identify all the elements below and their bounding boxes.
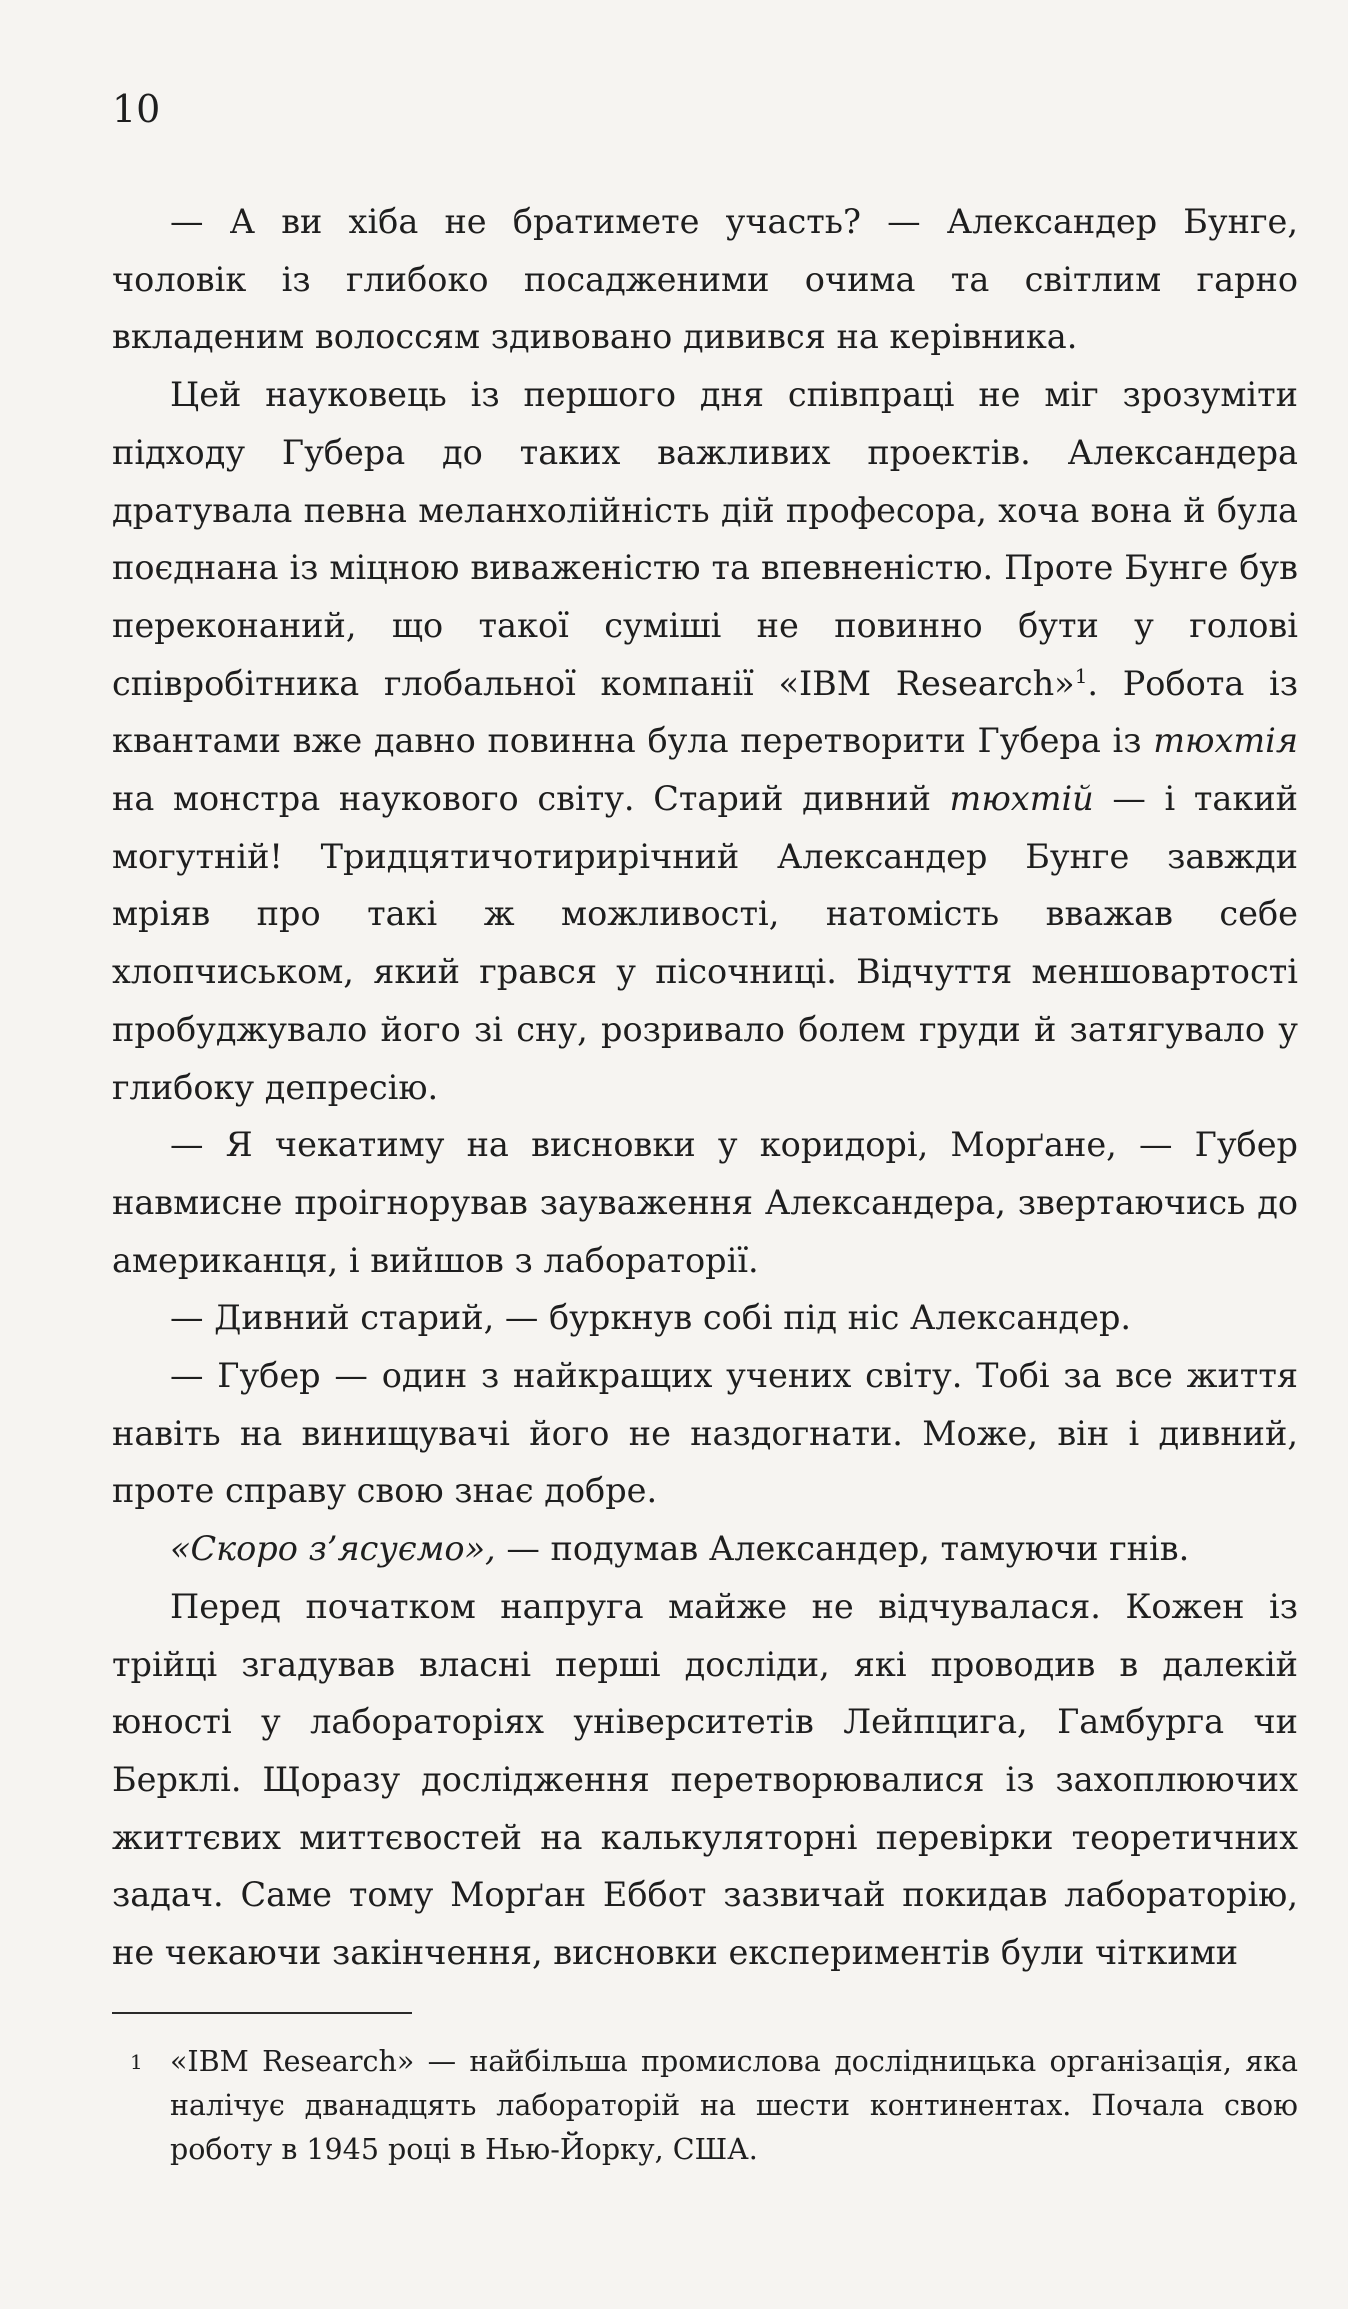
italic-word: тюхтій	[949, 779, 1094, 819]
paragraph: Перед початком напруга майже не відчувалася. Кожен із трійці згадував власні перші досліди, які проводив в далекій юності у лабораторіях університетів Лейпцига, Гамбурга чи Берклі. Щоразу дослідження перетворювалися із захоплюючих життєвих миттєвостей на калькуляторні перевірки теоретичних задач. Саме тому Морґан Еббот зазвичай покидав лабораторію, не чекаючи закінчення, висновки експериментів були чіткими	[112, 1586, 1298, 1973]
footnote	[112, 2040, 1298, 2172]
italic-word: тюхтія	[1153, 721, 1298, 761]
paragraph: — Дивний старий, — буркнув собі під ніс Александер.	[170, 1298, 1132, 1338]
footnote-rule	[112, 2012, 412, 2014]
footnote-text: «IBM Research» — найбільша промислова дослідницька організація, яка налічує дванадцять лабораторій на шести континентах. Почала свою роботу в 1945 році в Нью-Йорку, США.	[170, 2045, 1298, 2166]
italic-phrase: «Скоро з’ясуємо»,	[170, 1529, 496, 1569]
paragraph: — Я чекатиму на висновки у коридорі, Морґане, — Губер навмисне проігнорував зауваження Александера, звертаючись до американця, і вийшов з лабораторії.	[112, 1125, 1298, 1280]
paragraph-text: — подумав Александер, тамуючи гнів.	[495, 1529, 1190, 1569]
paragraph-text: — і такий могутній! Тридцятичотирирічний Александер Бунге завжди мріяв про такі ж можливості, натомість вважав себе хлопчиськом, який грався у пісочниці. Відчуття меншовартості пробуджувало його зі сну, розривало болем груди й затягувало у глибоку депресію.	[112, 779, 1298, 1107]
paragraph-text: Цей науковець із першого дня співпраці не міг зрозуміти підходу Губера до таких важливих проектів. Александера дратувала певна меланхолійність дій професора, хоча вона й була поєднана із міцною виваженістю та впевненістю. Проте Бунге був переконаний, що такої суміші не повинно бути у голові співробітника глобальної компанії «IBM Research»	[112, 375, 1298, 703]
paragraph	[112, 366, 1298, 1116]
page-number: 10	[112, 87, 161, 131]
footnote-reference: 1	[1074, 663, 1088, 688]
paragraph	[112, 1520, 1298, 1578]
paragraph-text: на монстра наукового світу. Старий дивний	[112, 779, 950, 819]
footnote-marker: 1	[130, 2050, 143, 2074]
paragraph: — Губер — один з найкращих учених світу. Тобі за все життя навіть на винищувачі його не наздогнати. Може, він і дивний, проте справу свою знає добре.	[112, 1356, 1298, 1511]
body-text	[112, 193, 1298, 1982]
paragraph-text: . Робота із квантами вже давно повинна була перетворити Губера із	[112, 663, 1299, 761]
paragraph: — А ви хіба не братимете участь? — Александер Бунге, чоловік із глибоко посадженими очима та світлим гарно вкладеним волоссям здивовано дивився на керівника.	[112, 202, 1298, 357]
